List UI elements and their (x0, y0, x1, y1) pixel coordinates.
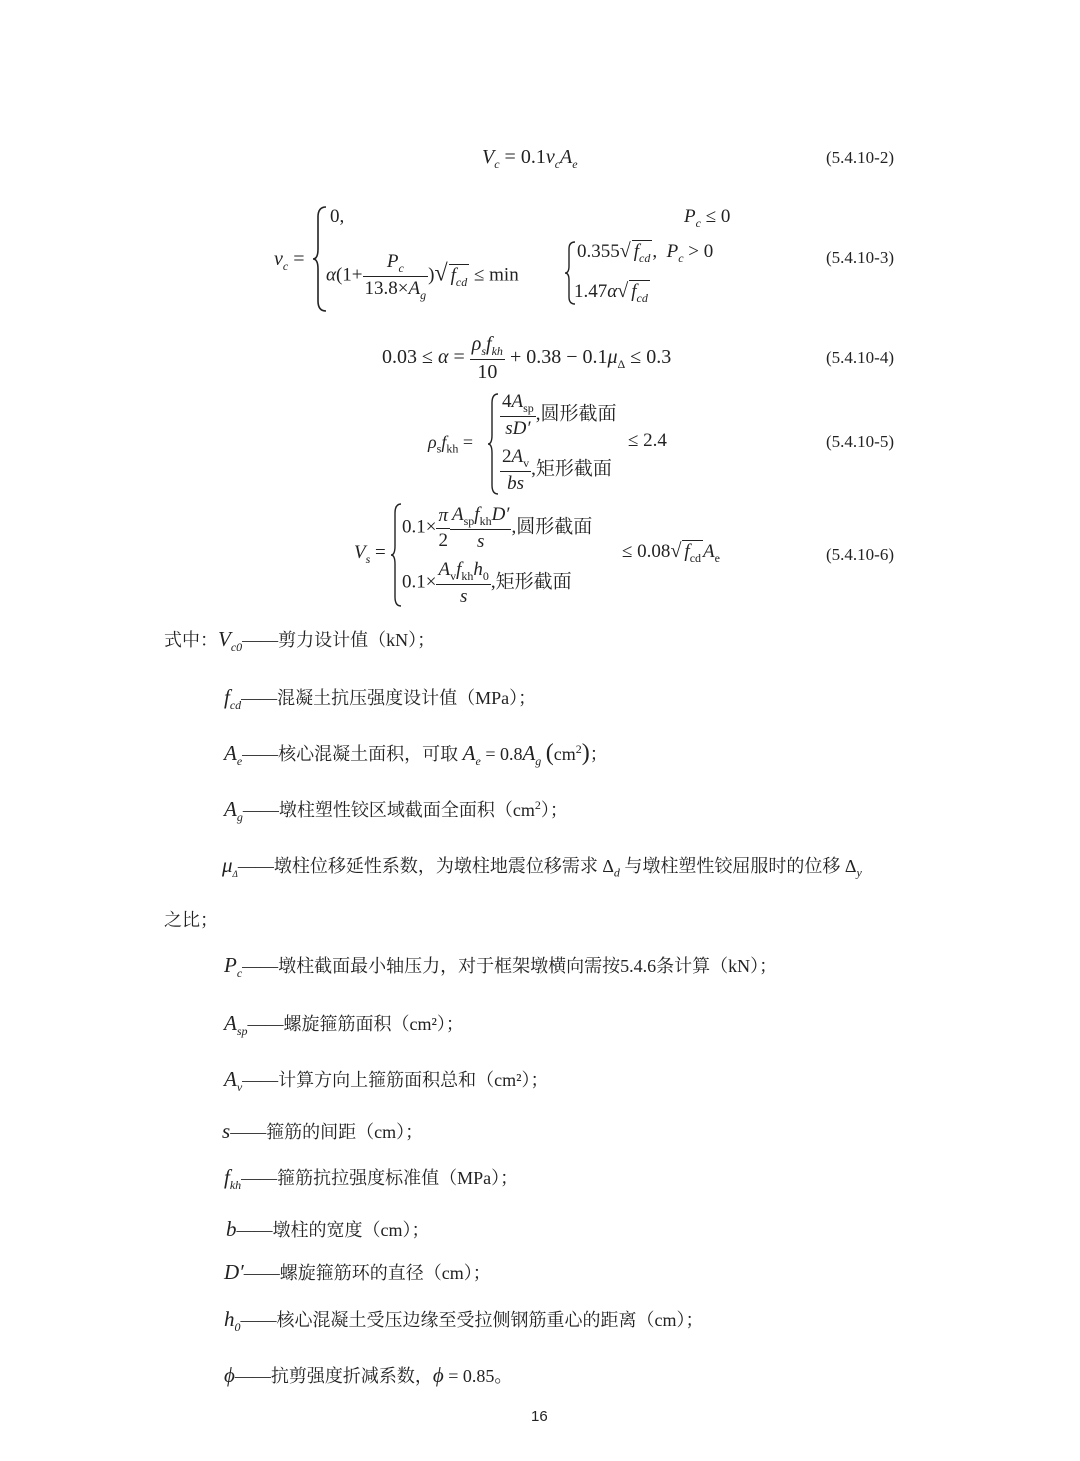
definition-fkh: $f_{kh}——$箍筋抗拉强度标准值（MPa）； (224, 1165, 519, 1193)
equation-5-4-10-3-case1-cond: $P_c \le 0$ (684, 206, 731, 230)
circle-section-label: ,圆形截面 (535, 403, 617, 425)
equation-5-4-10-3-min2: 1.47α√ $f_{cd}$ (574, 280, 648, 305)
left-brace-icon (487, 392, 499, 496)
equation-5-4-10-3-case1: 0, (330, 206, 345, 227)
equation-number: (5.4.10-6) (826, 545, 894, 564)
definition-phi: ϕ——抗剪强度折减系数，ϕ = 0.85。 (224, 1363, 513, 1387)
rect-section-label: ,矩形截面 (490, 571, 572, 593)
equation-number: (5.4.10-5) (826, 432, 894, 451)
definition-fcd: $f_{cd}——$混凝土抗压强度设计值（MPa）； (224, 685, 537, 713)
equation-5-4-10-6-limit: ≤ 0.08√ $f_{cd}$ $A_e$ (622, 540, 720, 565)
page-number: 16 (531, 1408, 548, 1425)
equation-5-4-10-5-lhs: $\rho_sf_{kh}$ = (428, 432, 473, 456)
definition-ag: $A_g——$墩柱塑性铰区域截面全面积$(cm^2)$； (224, 797, 568, 825)
equation-5-4-10-3-lhs: $v_c$ = (274, 248, 305, 273)
definition-b: b——墩柱的宽度（cm）； (226, 1217, 430, 1241)
definition-mu-continued: 之比； (164, 910, 218, 930)
definition-vc0: 式中：$V_{c0}——$剪力设计值（kN）； (164, 627, 436, 655)
definition-av: $A_v——$计算方向上箍筋面积总和（cm²）； (224, 1067, 549, 1095)
equation-5-4-10-2: $V_c = 0.1v_cA_e$ (482, 146, 578, 171)
definition-h0: $h_0——$核心混凝土受压边缘至受拉侧钢筋重心的距离（cm）； (224, 1307, 704, 1335)
left-brace-icon (390, 502, 402, 608)
equation-5-4-10-5-rect: $\frac{2A_v}{bs}$ ,矩形截面 (502, 446, 612, 494)
definition-dprime: D′——螺旋箍筋环的直径（cm）； (224, 1260, 491, 1284)
equation-5-4-10-6-rect: 0.1× $\frac{A_vf_{kh}h_0}{s}$ ,矩形截面 (402, 559, 572, 607)
definition-s: s——箍筋的间距（cm）； (222, 1119, 424, 1143)
equation-number: (5.4.10-2) (826, 148, 894, 167)
equation-5-4-10-6-lhs: $V_s$ = (354, 542, 386, 566)
equation-number: (5.4.10-3) (826, 248, 894, 267)
equation-5-4-10-6-circle: 0.1× $\frac{\pi}{2}$ $\frac{A_{sp}f_{kh}D'}{s}$ ,圆形截面 (402, 504, 593, 552)
equation-5-4-10-3-case2: α(1+ $\frac{P_c}{13.8\times A_g}$ )√ $f_{cd} \le \min$ (326, 251, 519, 302)
definition-ae: $A_e——$核心混凝土面积，可取 $A_e = 0.8A_g$ $(cm^2)$； (224, 740, 608, 769)
equation-5-4-10-5-circle: $\frac{4A_{sp}}{sD'}$ ,圆形截面 (502, 391, 617, 439)
rect-section-label: ,矩形截面 (531, 458, 612, 480)
equation-number: (5.4.10-4) (826, 348, 894, 367)
equation-5-4-10-4: 0.03 ≤ α = $\frac{\rho_sf_{kh}}{10}$ + $0.38 - 0.1\mu_\Delta \le 0.3$ (382, 333, 672, 383)
equation-5-4-10-3-min1: 0.355√ $f_{cd}$ , $P_c > 0$ (577, 240, 714, 265)
equation-5-4-10-5-limit: ≤ 2.4 (628, 430, 667, 451)
definition-pc: $P_c——$墩柱截面最小轴压力，对于框架墩横向需按5.4.6条计算（kN）； (224, 953, 778, 981)
definition-mu: $\mu_\Delta——$墩柱位移延性系数，为墩柱地震位移需求 $\Delta_d$ 与墩柱塑性铰屈服时的位移 $\Delta_y$ (222, 853, 862, 880)
circle-section-label: ,圆形截面 (511, 516, 593, 538)
definition-asp: $A_{sp}——$螺旋箍筋面积（cm²）； (224, 1011, 464, 1039)
